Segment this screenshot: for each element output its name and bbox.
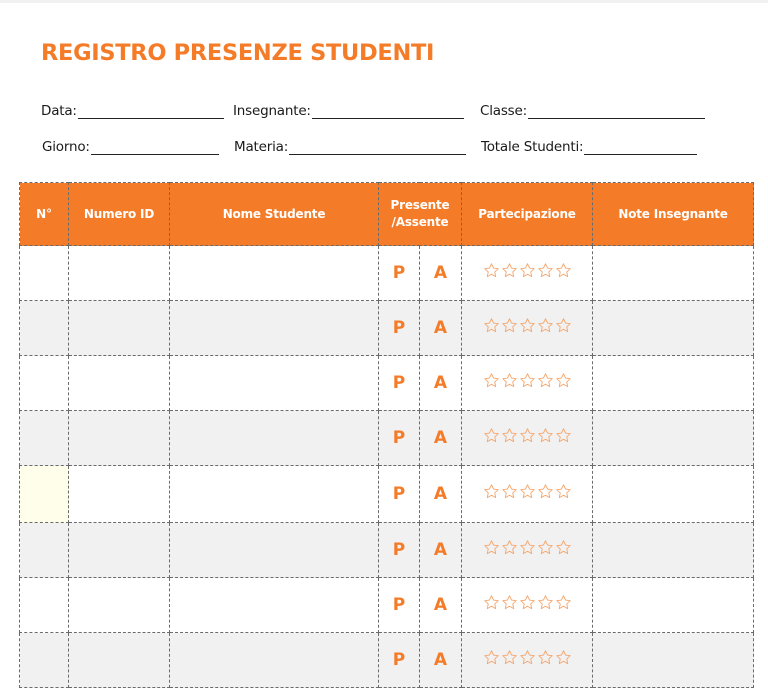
star-outline-icon[interactable] [537, 594, 554, 611]
field-input-data[interactable] [78, 104, 224, 119]
present-mark[interactable] [379, 411, 420, 466]
cell-notes[interactable] [593, 523, 754, 578]
participation-rating[interactable] [462, 356, 593, 411]
absent-label: A [433, 595, 448, 615]
cell-id[interactable] [69, 578, 170, 633]
present-mark[interactable] [379, 356, 420, 411]
star-outline-icon[interactable] [555, 594, 572, 611]
present-label: P [392, 318, 406, 338]
field-materia [234, 139, 466, 155]
star-rating[interactable] [483, 483, 572, 500]
table-header-row [20, 183, 754, 246]
present-mark[interactable] [379, 466, 420, 523]
star-outline-icon[interactable] [537, 372, 554, 389]
top-edge [0, 0, 768, 3]
absent-label: A [433, 650, 448, 670]
field-classe [480, 103, 705, 119]
absent-label: A [433, 263, 448, 283]
cell-id[interactable] [69, 633, 170, 688]
field-label-giorno: Giorno: [42, 139, 90, 155]
cell-name[interactable] [170, 301, 379, 356]
field-input-classe[interactable] [528, 104, 705, 119]
star-rating[interactable] [483, 262, 572, 279]
star-outline-icon[interactable] [501, 317, 518, 334]
star-outline-icon[interactable] [501, 539, 518, 556]
header-notes: Note Insegnante [593, 183, 754, 246]
field-giorno [42, 139, 219, 155]
star-rating[interactable] [483, 594, 572, 611]
star-outline-icon[interactable] [501, 594, 518, 611]
absent-mark[interactable] [420, 356, 462, 411]
page-title: REGISTRO PRESENZE STUDENTI [41, 40, 435, 66]
table-row [20, 356, 754, 411]
present-mark[interactable] [379, 523, 420, 578]
cell-id[interactable] [69, 523, 170, 578]
absent-label: A [433, 540, 448, 560]
star-outline-icon[interactable] [537, 539, 554, 556]
star-outline-icon[interactable] [519, 317, 536, 334]
cell-id[interactable] [69, 356, 170, 411]
cell-name[interactable] [170, 466, 379, 523]
table-row [20, 466, 754, 523]
star-outline-icon[interactable] [555, 483, 572, 500]
star-outline-icon[interactable] [519, 483, 536, 500]
absent-mark[interactable] [420, 466, 462, 523]
absent-label: A [433, 484, 448, 504]
present-mark[interactable] [379, 301, 420, 356]
cell-notes[interactable] [593, 301, 754, 356]
star-outline-icon[interactable] [501, 483, 518, 500]
cell-name[interactable] [170, 578, 379, 633]
cell-name[interactable] [170, 356, 379, 411]
table-row [20, 411, 754, 466]
star-outline-icon[interactable] [519, 649, 536, 666]
cell-id[interactable] [69, 466, 170, 523]
field-totale-studenti [481, 139, 697, 155]
field-data [41, 103, 224, 119]
star-outline-icon[interactable] [483, 649, 500, 666]
star-outline-icon[interactable] [537, 317, 554, 334]
cell-num[interactable] [20, 523, 69, 578]
header-participation: Partecipazione [462, 183, 593, 246]
star-outline-icon[interactable] [519, 262, 536, 279]
star-outline-icon[interactable] [501, 262, 518, 279]
participation-rating[interactable] [462, 633, 593, 688]
cell-num[interactable] [20, 411, 69, 466]
star-outline-icon[interactable] [483, 539, 500, 556]
cell-notes[interactable] [593, 578, 754, 633]
cell-notes[interactable] [593, 633, 754, 688]
star-outline-icon[interactable] [537, 483, 554, 500]
present-label: P [392, 263, 406, 283]
field-label-classe: Classe: [480, 103, 527, 119]
absent-label: A [433, 318, 448, 338]
star-outline-icon[interactable] [519, 594, 536, 611]
present-mark[interactable] [379, 633, 420, 688]
field-insegnante [233, 103, 464, 119]
star-outline-icon[interactable] [555, 317, 572, 334]
star-outline-icon[interactable] [519, 372, 536, 389]
field-label-insegnante: Insegnante: [233, 103, 311, 119]
header-presence-line2: /Assente [391, 215, 449, 229]
star-rating[interactable] [483, 317, 572, 334]
star-outline-icon[interactable] [519, 427, 536, 444]
table-row [20, 523, 754, 578]
table-row [20, 578, 754, 633]
cell-num[interactable] [20, 578, 69, 633]
header-presence [379, 183, 462, 246]
present-label: P [392, 428, 406, 448]
field-input-totale-studenti[interactable] [584, 140, 697, 155]
star-outline-icon[interactable] [483, 262, 500, 279]
participation-rating[interactable] [462, 523, 593, 578]
star-outline-icon[interactable] [483, 427, 500, 444]
field-input-giorno[interactable] [91, 140, 219, 155]
star-rating[interactable] [483, 427, 572, 444]
cell-num[interactable] [20, 633, 69, 688]
present-mark[interactable] [379, 246, 420, 301]
star-outline-icon[interactable] [537, 649, 554, 666]
header-presence-line1: Presente [390, 198, 450, 212]
cell-name[interactable] [170, 633, 379, 688]
cell-id[interactable] [69, 301, 170, 356]
field-label-materia: Materia: [234, 139, 289, 155]
present-label: P [392, 650, 406, 670]
cell-id[interactable] [69, 411, 170, 466]
absent-label: A [433, 373, 448, 393]
cell-notes[interactable] [593, 411, 754, 466]
star-outline-icon[interactable] [483, 317, 500, 334]
star-rating[interactable] [483, 372, 572, 389]
absent-mark[interactable] [420, 633, 462, 688]
header-name: Nome Studente [170, 183, 379, 246]
absent-mark[interactable] [420, 301, 462, 356]
participation-rating[interactable] [462, 246, 593, 301]
star-outline-icon[interactable] [555, 372, 572, 389]
table-row [20, 301, 754, 356]
star-outline-icon[interactable] [555, 649, 572, 666]
cell-num[interactable] [20, 246, 69, 301]
cell-name[interactable] [170, 411, 379, 466]
cell-notes[interactable] [593, 466, 754, 523]
cell-notes[interactable] [593, 356, 754, 411]
cell-id[interactable] [69, 246, 170, 301]
field-input-insegnante[interactable] [312, 104, 464, 119]
star-rating[interactable] [483, 649, 572, 666]
star-outline-icon[interactable] [519, 539, 536, 556]
participation-rating[interactable] [462, 466, 593, 523]
star-outline-icon[interactable] [483, 594, 500, 611]
cell-num[interactable] [20, 356, 69, 411]
star-outline-icon[interactable] [483, 483, 500, 500]
table-row [20, 246, 754, 301]
star-outline-icon[interactable] [555, 262, 572, 279]
star-outline-icon[interactable] [537, 262, 554, 279]
star-outline-icon[interactable] [501, 649, 518, 666]
header-id: Numero ID [69, 183, 170, 246]
field-label-totale-studenti: Totale Studenti: [481, 139, 584, 155]
absent-mark[interactable] [420, 578, 462, 633]
cell-num[interactable] [20, 466, 69, 523]
star-outline-icon[interactable] [501, 372, 518, 389]
present-label: P [392, 595, 406, 615]
star-outline-icon[interactable] [483, 372, 500, 389]
star-rating[interactable] [483, 539, 572, 556]
participation-rating[interactable] [462, 301, 593, 356]
star-outline-icon[interactable] [555, 539, 572, 556]
participation-rating[interactable] [462, 578, 593, 633]
header-num: N° [20, 183, 69, 246]
absent-label: A [433, 428, 448, 448]
cell-name[interactable] [170, 523, 379, 578]
absent-mark[interactable] [420, 246, 462, 301]
participation-rating[interactable] [462, 411, 593, 466]
cell-num[interactable] [20, 301, 69, 356]
absent-mark[interactable] [420, 411, 462, 466]
star-outline-icon[interactable] [555, 427, 572, 444]
present-mark[interactable] [379, 578, 420, 633]
field-input-materia[interactable] [289, 140, 466, 155]
field-label-data: Data: [41, 103, 77, 119]
table-row [20, 633, 754, 688]
cell-notes[interactable] [593, 246, 754, 301]
absent-mark[interactable] [420, 523, 462, 578]
attendance-table [19, 182, 754, 688]
present-label: P [392, 484, 406, 504]
present-label: P [392, 540, 406, 560]
star-outline-icon[interactable] [501, 427, 518, 444]
cell-name[interactable] [170, 246, 379, 301]
star-outline-icon[interactable] [537, 427, 554, 444]
present-label: P [392, 373, 406, 393]
